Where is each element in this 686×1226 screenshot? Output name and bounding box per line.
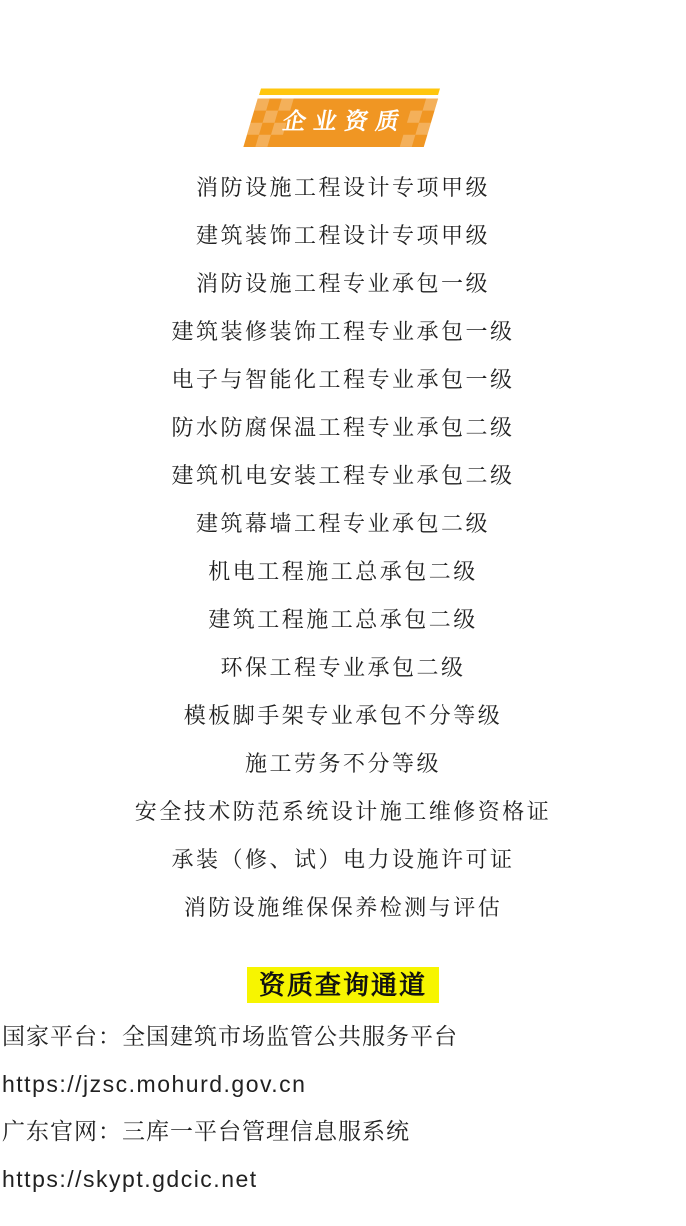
qualification-item: 防水防腐保温工程专业承包二级 (171, 415, 515, 440)
qualification-item: 施工劳务不分等级 (244, 751, 441, 776)
qualification-item: 建筑机电安装工程专业承包二级 (171, 463, 515, 488)
qualification-item: 机电工程施工总承包二级 (208, 559, 478, 584)
qualification-item: 建筑幕墙工程专业承包二级 (195, 511, 490, 536)
qualification-item: 环保工程专业承包二级 (220, 655, 466, 680)
platform-name-guangdong: 广东官网：三库一平台管理信息服系统 (2, 1118, 410, 1144)
query-heading-row (0, 967, 686, 1003)
banner-gold-bar (259, 89, 440, 96)
qualification-item: 建筑装饰工程设计专项甲级 (195, 223, 490, 248)
platform-url-guangdong: https://skypt.gdcic.net (2, 1165, 258, 1192)
qualification-item: 承装（修、试）电力设施许可证 (171, 847, 515, 872)
qualification-item: 建筑工程施工总承包二级 (208, 607, 478, 632)
qualification-item: 电子与智能化工程专业承包一级 (171, 367, 515, 392)
platform-url-national: https://jzsc.mohurd.gov.cn (2, 1070, 307, 1097)
banner-title: 企业资质 (280, 108, 410, 134)
qualification-item: 建筑装修装饰工程专业承包一级 (171, 319, 515, 344)
qualification-item: 安全技术防范系统设计施工维修资格证 (134, 799, 552, 824)
qualification-item: 消防设施工程专业承包一级 (195, 271, 490, 296)
query-heading: 资质查询通道 (247, 967, 439, 1003)
qualification-item: 消防设施维保保养检测与评估 (183, 895, 503, 920)
qualification-list (0, 164, 686, 932)
platform-name-national: 国家平台：全国建筑市场监管公共服务平台 (2, 1023, 458, 1049)
qualification-item: 模板脚手架专业承包不分等级 (183, 703, 503, 728)
qualification-item: 消防设施工程设计专项甲级 (195, 175, 490, 200)
platform-info (2, 1013, 686, 1203)
qualification-banner (235, 80, 475, 155)
